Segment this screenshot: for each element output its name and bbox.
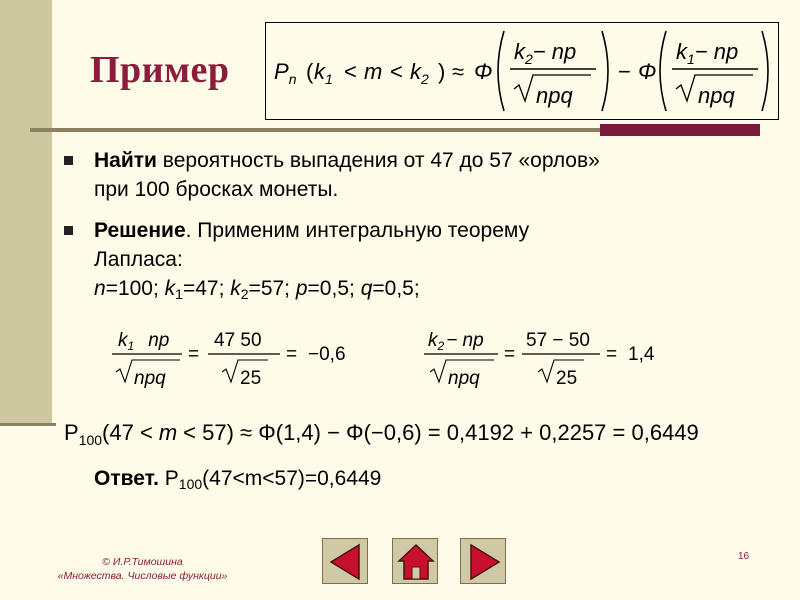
formula-P: P [274,59,289,84]
svg-text:−: − [618,59,631,84]
svg-text:k1 [314,59,333,87]
svg-text:P100(47 <m< 57) ≈ Φ(1,4) − Φ(−: $P_{100}(47 < m < 57) \approx \Phi(1,4) - \Phi(-0,6) = 0,4192 + 0,2257 = 0,6449$ [64,420,699,448]
fraction-left [110,322,370,392]
formula-P-sub: n [288,71,297,87]
svg-text:=: = [504,344,516,365]
title-divider-accent [600,124,760,136]
svg-text:25: 25 [240,368,262,389]
fraction-right [422,322,682,392]
task-label: Найти [94,149,157,172]
formula-k1: k [314,59,325,84]
solution-line-1: . Применим интегральную теорему [185,219,530,242]
formula-k2-sub: 2 [421,71,429,87]
final-formula [64,412,784,452]
formula-m: m [364,59,383,84]
page-number: 16 [738,551,750,562]
svg-text:=: = [188,344,200,365]
svg-text:k2− np [514,39,576,67]
svg-text:57 − 50: 57 − 50 [526,330,590,351]
task-paragraph [94,146,600,204]
svg-text:): ) [438,59,446,84]
svg-text:−0,6: −0,6 [308,344,346,365]
bullet-1 [64,156,73,165]
left-bar-base [0,423,56,426]
solution-params: n=100; $k_1=47$; $k_2=57$; p=0,5; q=0,5; [94,277,420,302]
footer-course: «Множества. Числовые функции» [57,570,228,582]
next-slide-button[interactable] [460,538,506,584]
formula-num2-k: k [676,39,687,64]
task-line-2: при 100 бросках монеты. [94,178,339,201]
formula-num2-np: − np [694,39,739,64]
footer-author: © И.Р.Тимошина [102,556,183,568]
prev-arrow-icon [323,539,369,585]
laplace-formula-box [265,22,779,120]
prev-slide-button[interactable] [322,538,368,584]
svg-text:=: = [286,344,298,365]
next-arrow-icon [461,539,507,585]
svg-text:k1np: $k_1$ np [118,330,170,353]
answer-value: (47<m<57)=0,6449 [202,467,382,490]
svg-text:≈: ≈ [452,59,465,84]
formula-num1-k: k [514,39,525,64]
formula-k2: k [410,59,421,84]
svg-text:k2 [410,59,429,87]
svg-text:47 50: 47 50 [214,330,262,351]
solution-label: Решение [94,219,186,242]
home-button[interactable] [392,538,438,584]
svg-text:<: < [390,59,403,84]
formula-num1-sub: 2 [525,51,533,67]
title-divider [30,128,600,132]
solution-line-2: Лапласа: [94,248,183,271]
solution-paragraph [94,216,529,303]
formula-den1: npq [536,83,573,108]
left-decor-bar [0,0,52,425]
svg-text:npq: npq [448,368,480,389]
home-icon [393,539,439,585]
formula-k1-sub: 1 [325,71,333,87]
bullet-2 [64,226,73,235]
formula-num2-sub: 1 [687,51,695,67]
answer-label: Ответ. [94,467,159,490]
slide-title: Пример [90,49,230,91]
svg-text:k1− np [676,39,738,67]
formula-phi-2: Φ [638,59,657,84]
svg-text:=: = [606,344,618,365]
svg-text:k2− np: $k_2$ − np [428,330,484,353]
svg-text:<: < [344,59,357,84]
formula-num1-np: − np [532,39,577,64]
svg-text:1,4: 1,4 [628,344,655,365]
footer-credits [30,555,255,583]
formula-den2: npq [698,83,735,108]
formula-phi-1: Φ [474,59,493,84]
answer-line: Ответ. $P_{100}(47<m<57)=0,6449$ [94,467,382,492]
svg-text:npq: npq [134,368,166,389]
svg-text:(: ( [306,59,314,84]
svg-text:Pn [274,59,297,87]
task-line-1: вероятность выпадения от 47 до 57 «орлов» [156,149,600,172]
svg-text:25: 25 [556,368,578,389]
